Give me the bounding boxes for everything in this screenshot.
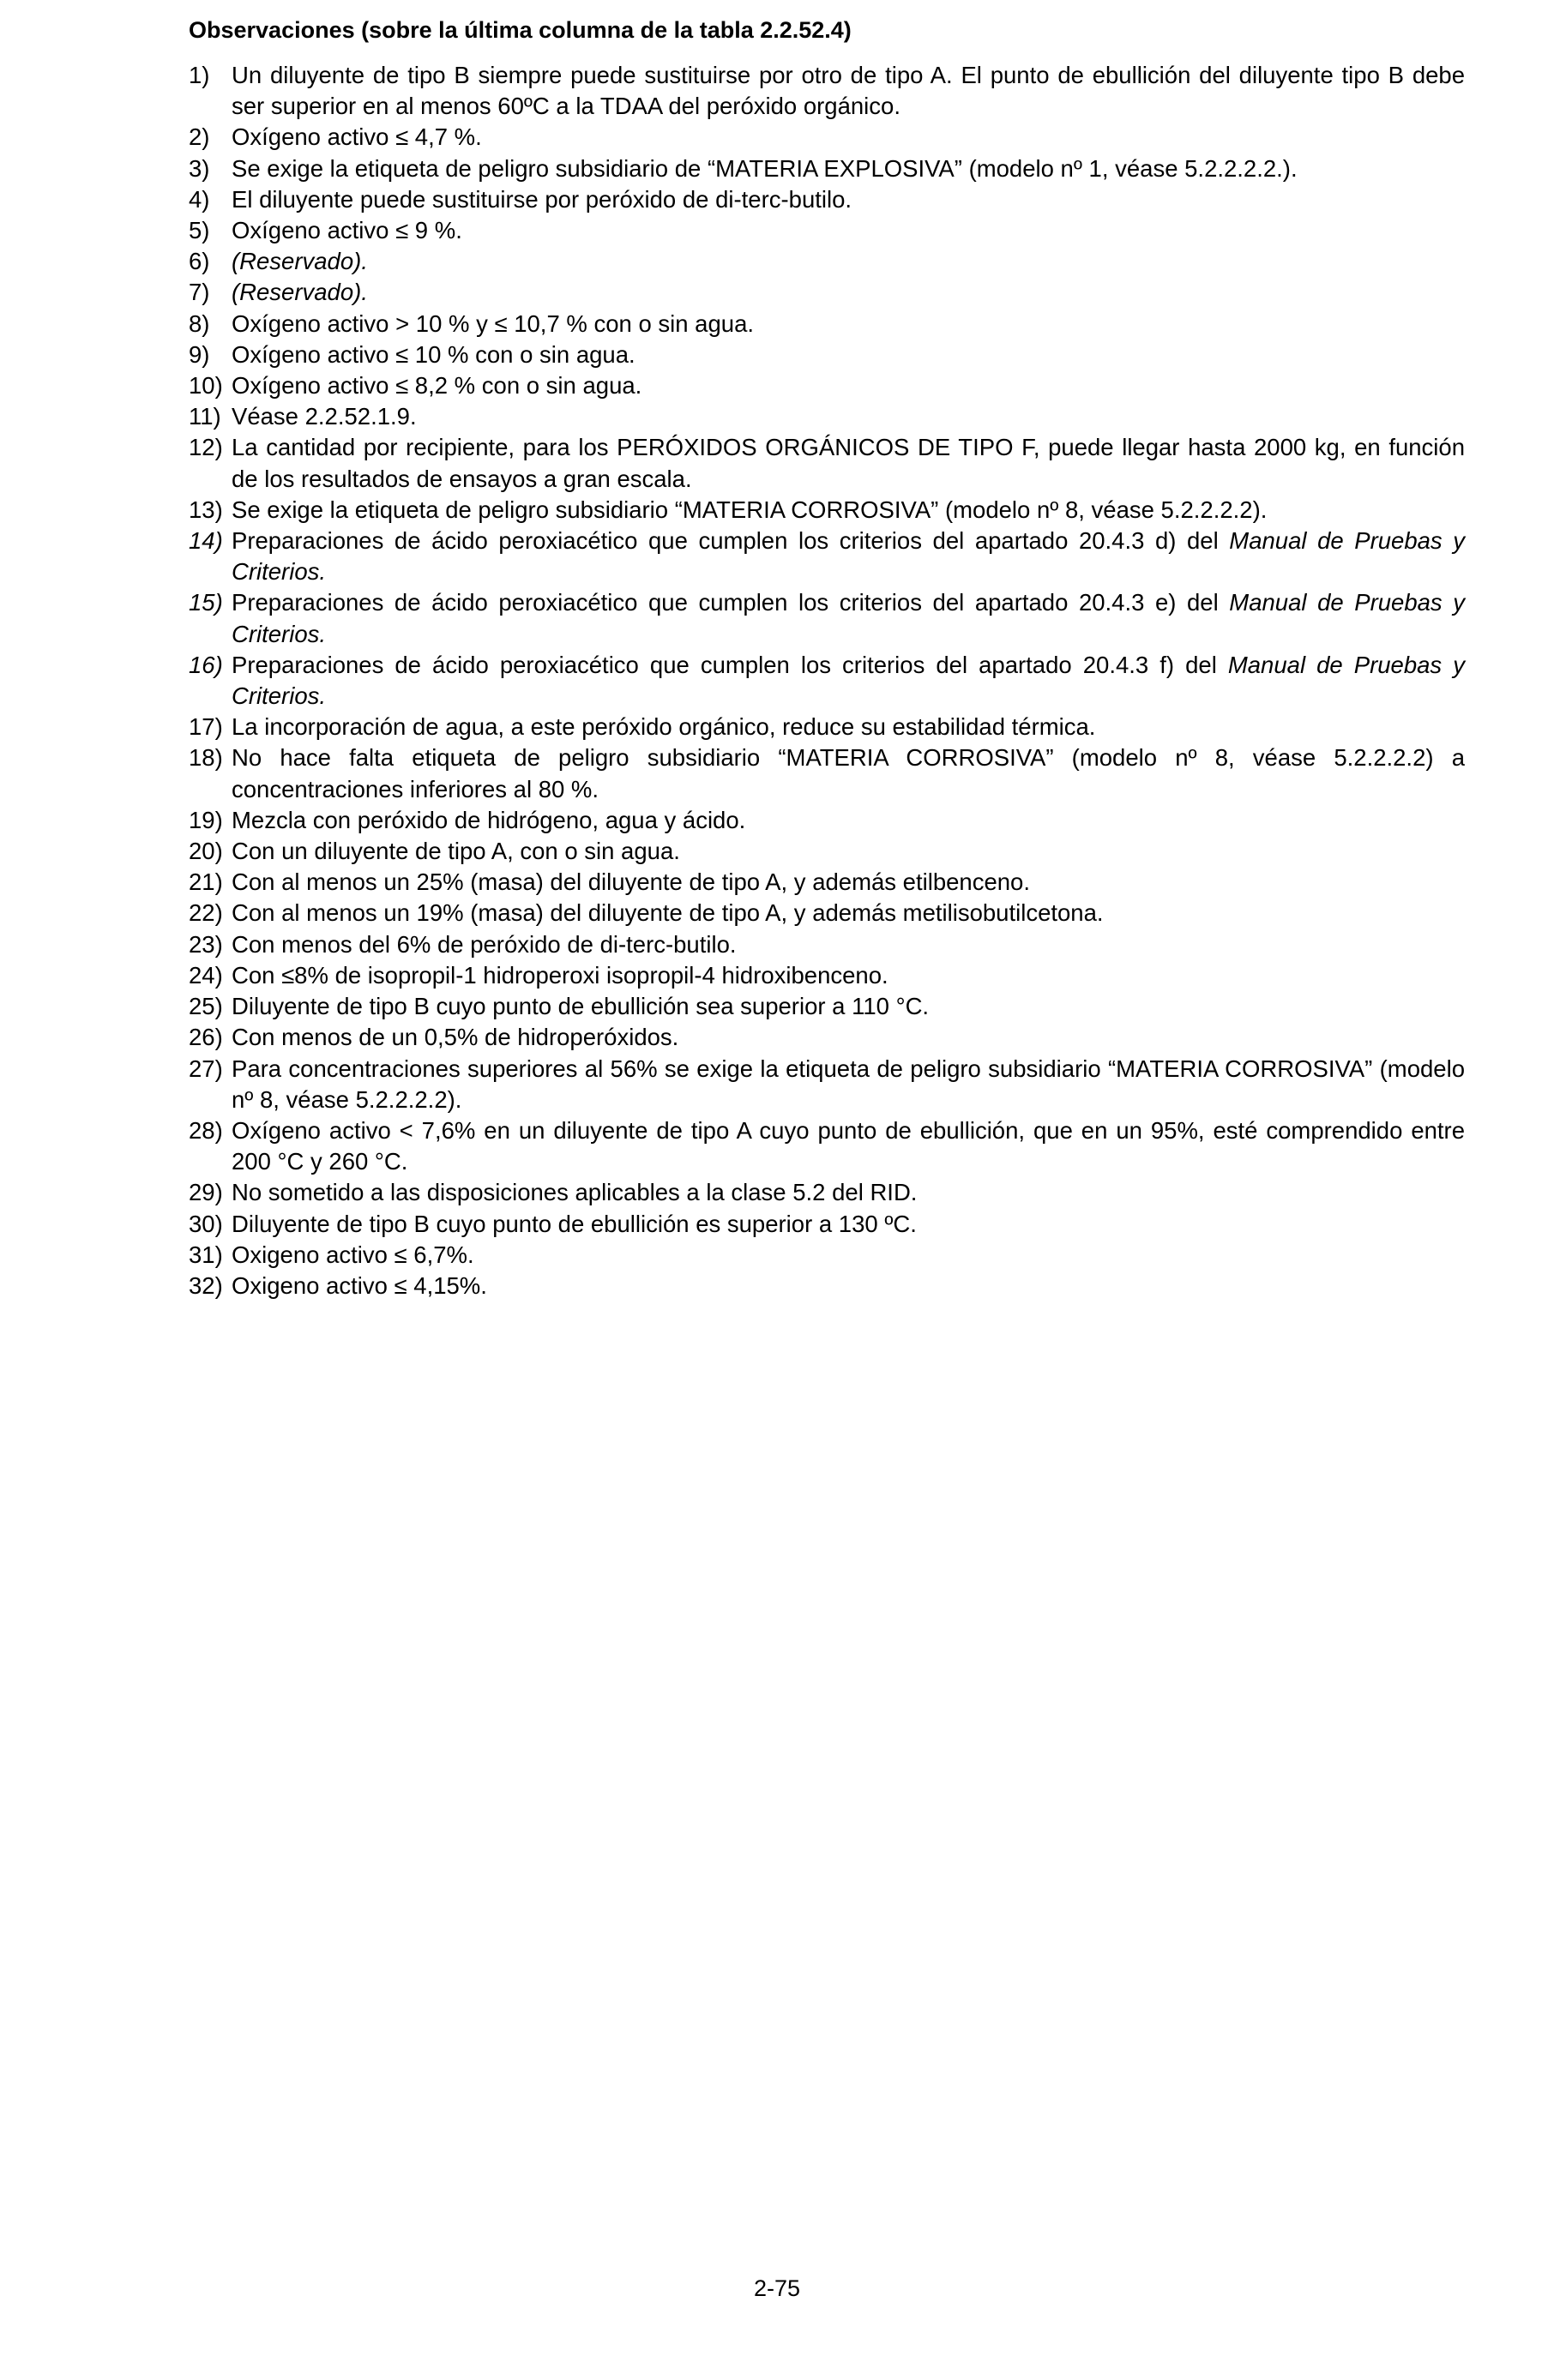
note-text-segment: Preparaciones de ácido peroxiacético que cumplen los criterios del apartado 20.4.3 e) del	[232, 589, 1230, 616]
note-number: 19)	[189, 806, 223, 833]
note-item	[189, 401, 1465, 432]
note-item	[189, 277, 1465, 308]
note-text-segment: Con al menos un 19% (masa) del diluyente de tipo A, y además metilisobutilcetona.	[232, 899, 1104, 927]
note-text-segment: Mezcla con peróxido de hidrógeno, agua y ácido.	[232, 806, 746, 833]
note-number: 13)	[189, 496, 223, 523]
note-number: 21)	[189, 868, 223, 896]
note-text-segment: Véase 2.2.52.1.9.	[232, 403, 417, 430]
note-number: 12)	[189, 434, 223, 461]
note-text-segment: No hace falta etiqueta de peligro subsidiario “MATERIA CORROSIVA” (modelo nº 8, véase 5.2.2.2.2) a concentraciones inferiores al 80 %.	[232, 744, 1465, 802]
note-text	[232, 401, 1465, 432]
note-item	[189, 929, 1465, 960]
note-item	[189, 340, 1465, 370]
note-number: 2)	[189, 123, 210, 151]
note-text	[232, 122, 1465, 153]
note-item	[189, 215, 1465, 246]
note-item	[189, 960, 1465, 991]
note-text	[232, 587, 1465, 649]
note-text-segment: Oxígeno activo ≤ 9 %.	[232, 217, 462, 244]
note-item	[189, 495, 1465, 526]
note-text	[232, 153, 1465, 184]
note-text	[232, 526, 1465, 587]
note-text-segment: Preparaciones de ácido peroxiacético que cumplen los criterios del apartado 20.4.3 f) del	[232, 651, 1228, 678]
note-number: 28)	[189, 1116, 223, 1144]
note-text	[232, 929, 1465, 960]
note-text-segment: Diluyente de tipo B cuyo punto de ebullición sea superior a 110 °C.	[232, 993, 930, 1020]
note-number: 5)	[189, 217, 210, 244]
note-text	[232, 60, 1465, 122]
note-item	[189, 898, 1465, 929]
note-item	[189, 1177, 1465, 1208]
note-text-segment: Preparaciones de ácido peroxiacético que cumplen los criterios del apartado 20.4.3 d) del	[232, 527, 1230, 555]
note-number: 32)	[189, 1271, 223, 1299]
note-text	[232, 1022, 1465, 1053]
note-text-segment: Con menos del 6% de peróxido de di-terc-butilo.	[232, 930, 737, 958]
note-item	[189, 805, 1465, 836]
note-number: 11)	[189, 403, 221, 430]
note-text-segment: Manual de Pruebas y Criterios.	[232, 651, 1465, 710]
note-text	[232, 432, 1465, 494]
note-item	[189, 991, 1465, 1022]
note-text	[232, 742, 1465, 804]
note-text-segment: Con un diluyente de tipo A, con o sin agua.	[232, 838, 680, 865]
note-text-segment: Oxígeno activo ≤ 10 % con o sin agua.	[232, 340, 635, 368]
note-number: 10)	[189, 372, 223, 400]
note-item	[189, 1240, 1465, 1271]
page-number: 2-75	[753, 2275, 801, 2301]
note-number: 29)	[189, 1179, 223, 1206]
note-item	[189, 309, 1465, 340]
note-text	[232, 1209, 1465, 1240]
note-number: 1)	[189, 62, 210, 88]
note-text	[232, 712, 1465, 742]
section-heading: Observaciones (sobre la última columna de la tabla 2.2.52.4)	[189, 17, 852, 43]
note-item	[189, 1054, 1465, 1115]
note-text	[232, 1054, 1465, 1115]
note-text	[232, 184, 1465, 215]
note-number: 4)	[189, 185, 210, 213]
note-item	[189, 1115, 1465, 1177]
note-text	[232, 1240, 1465, 1271]
note-text	[232, 960, 1465, 991]
note-item	[189, 526, 1465, 587]
note-text-segment: Se exige la etiqueta de peligro subsidiario de “MATERIA EXPLOSIVA” (modelo nº 1, véase 5.2.2.2.2.).	[232, 154, 1298, 182]
note-item	[189, 432, 1465, 494]
note-number: 18)	[189, 744, 223, 772]
note-number: 22)	[189, 899, 223, 927]
note-item	[189, 836, 1465, 867]
note-item	[189, 246, 1465, 277]
note-text-segment: Con menos de un 0,5% de hidroperóxidos.	[232, 1024, 679, 1051]
note-number: 30)	[189, 1210, 223, 1237]
note-text-segment: Oxígeno activo < 7,6% en un diluyente de tipo A cuyo punto de ebullición, que en un 95%, esté comprendido entre 200 °C y 260 °C.	[232, 1116, 1465, 1175]
notes-list	[189, 60, 1465, 1301]
note-item	[189, 650, 1465, 712]
note-text	[232, 1177, 1465, 1208]
note-item	[189, 742, 1465, 804]
note-text	[232, 309, 1465, 340]
note-text	[232, 495, 1465, 526]
note-number: 26)	[189, 1024, 223, 1051]
note-item	[189, 153, 1465, 184]
note-text	[232, 650, 1465, 712]
note-item	[189, 712, 1465, 742]
note-text	[232, 215, 1465, 246]
note-number: 8)	[189, 310, 210, 337]
note-text	[232, 277, 1465, 308]
note-item	[189, 1271, 1465, 1301]
note-text-segment: Manual de Pruebas y Criterios.	[232, 589, 1465, 647]
note-text-segment: (Reservado).	[232, 279, 368, 306]
note-text	[232, 898, 1465, 929]
note-number: 23)	[189, 930, 223, 958]
note-text	[232, 340, 1465, 370]
note-item	[189, 122, 1465, 153]
note-text	[232, 370, 1465, 401]
note-number: 20)	[189, 838, 223, 865]
note-text	[232, 991, 1465, 1022]
note-number: 3)	[189, 154, 210, 182]
note-text-segment: Oxígeno activo ≤ 4,7 %.	[232, 123, 482, 151]
note-text-segment: Diluyente de tipo B cuyo punto de ebullición es superior a 130 ºC.	[232, 1210, 917, 1237]
note-number: 27)	[189, 1055, 223, 1082]
note-number: 25)	[189, 993, 223, 1020]
note-text-segment: Oxigeno activo ≤ 6,7%.	[232, 1241, 474, 1268]
note-item	[189, 1022, 1465, 1053]
note-text-segment: Se exige la etiqueta de peligro subsidiario “MATERIA CORROSIVA” (modelo nº 8, véase 5.2.2.2.2).	[232, 496, 1268, 523]
note-text-segment: Oxígeno activo ≤ 8,2 % con o sin agua.	[232, 372, 642, 400]
note-number: 7)	[189, 279, 210, 306]
note-number: 17)	[189, 713, 223, 741]
note-text-segment: Un diluyente de tipo B siempre puede sustituirse por otro de tipo A. El punto de ebullición del diluyente tipo B debe ser superior en al menos 60ºC a la TDAA del peróxido orgánico.	[232, 62, 1465, 120]
note-number: 9)	[189, 340, 210, 368]
note-text	[232, 1115, 1465, 1177]
note-number: 14)	[189, 527, 223, 555]
note-item	[189, 60, 1465, 122]
note-text-segment: La cantidad por recipiente, para los PERÓXIDOS ORGÁNICOS DE TIPO F, puede llegar hasta 2000 kg, en función de los resultados de ensayos a gran escala.	[232, 434, 1465, 492]
note-item	[189, 184, 1465, 215]
note-item	[189, 1209, 1465, 1240]
note-number: 16)	[189, 651, 223, 678]
note-item	[189, 867, 1465, 898]
note-number: 15)	[189, 589, 223, 616]
note-text-segment: Para concentraciones superiores al 56% se exige la etiqueta de peligro subsidiario “MATERIA CORROSIVA” (modelo nº 8, véase 5.2.2.2.2).	[232, 1055, 1465, 1113]
note-number: 6)	[189, 248, 210, 275]
note-text-segment: Oxígeno activo > 10 % y ≤ 10,7 % con o sin agua.	[232, 310, 755, 337]
note-text-segment: No sometido a las disposiciones aplicables a la clase 5.2 del RID.	[232, 1179, 918, 1206]
note-text	[232, 246, 1465, 277]
note-number: 31)	[189, 1241, 223, 1268]
note-text	[232, 805, 1465, 836]
note-number: 24)	[189, 961, 223, 989]
note-text-segment: Con al menos un 25% (masa) del diluyente de tipo A, y además etilbenceno.	[232, 868, 1030, 896]
note-text-segment: (Reservado).	[232, 248, 368, 275]
note-text	[232, 836, 1465, 867]
note-text-segment: La incorporación de agua, a este peróxido orgánico, reduce su estabilidad térmica.	[232, 713, 1096, 741]
note-text-segment: Manual de Pruebas y Criterios.	[232, 527, 1465, 586]
note-text-segment: El diluyente puede sustituirse por peróxido de di-terc-butilo.	[232, 185, 852, 213]
note-text-segment: Con ≤8% de isopropil-1 hidroperoxi isopropil-4 hidroxibenceno.	[232, 961, 888, 989]
note-item	[189, 587, 1465, 649]
note-text	[232, 1271, 1465, 1301]
note-text	[232, 867, 1465, 898]
note-text-segment: Oxigeno activo ≤ 4,15%.	[232, 1271, 487, 1299]
note-item	[189, 370, 1465, 401]
